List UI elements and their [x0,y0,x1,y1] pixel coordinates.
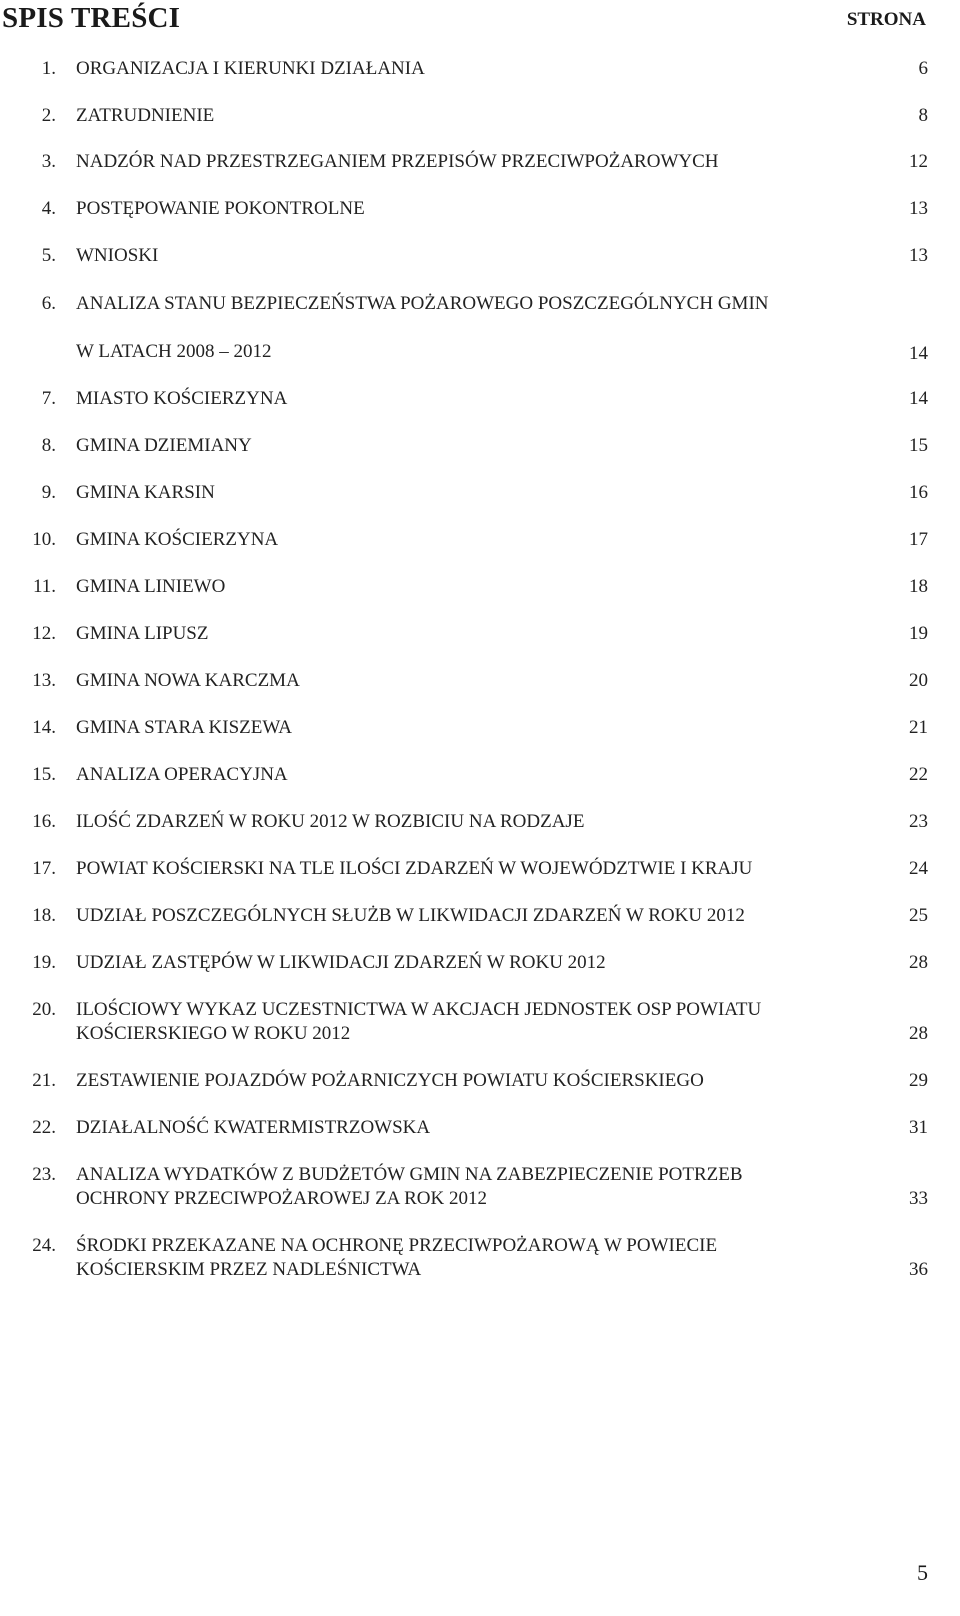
toc-entry-title: ANALIZA WYDATKÓW Z BUDŻETÓW GMIN NA ZABEZPIECZENIE POTRZEB [76,1164,743,1185]
toc-entry-page: 13 [909,245,928,266]
toc-entry-title-continuation: OCHRONY PRZECIWPOŻAROWEJ ZA ROK 2012 [76,1188,487,1209]
toc-entry-title: ORGANIZACJA I KIERUNKI DZIAŁANIA [76,58,425,79]
toc-entry-page: 8 [918,105,928,126]
toc-entry-page: 20 [909,670,928,691]
toc-entry-number: 18. [32,905,56,926]
toc-entry-number: 23. [32,1164,56,1185]
toc-entry-number: 12. [32,623,56,644]
toc-entry-number: 15. [32,764,56,785]
toc-entry-title: ILOŚCIOWY WYKAZ UCZESTNICTWA W AKCJACH JEDNOSTEK OSP POWIATU [76,999,762,1020]
toc-entry-page: 36 [909,1259,928,1280]
toc-entry-number: 22. [32,1117,56,1138]
toc-entry-title: UDZIAŁ POSZCZEGÓLNYCH SŁUŻB W LIKWIDACJI ZDARZEŃ W ROKU 2012 [76,905,745,926]
toc-entry-title: ZESTAWIENIE POJAZDÓW POŻARNICZYCH POWIATU KOŚCIERSKIEGO [76,1070,704,1091]
toc-entry-page: 23 [909,811,928,832]
toc-entry-page: 19 [909,623,928,644]
toc-entry-number: 6. [41,293,56,314]
toc-entry-title: ŚRODKI PRZEKAZANE NA OCHRONĘ PRZECIWPOŻAROWĄ W POWIECIE [76,1235,718,1256]
toc-entry-title: GMINA LINIEWO [76,576,226,597]
toc-entry-number: 17. [32,858,56,879]
toc-entry-page: 16 [909,482,928,503]
footer-page-number: 5 [917,1560,928,1585]
toc-entry-number: 9. [41,482,56,503]
toc-entry-page: 28 [909,952,928,973]
toc-entry-page: 22 [909,764,928,785]
document-title: SPIS TREŚCI [2,2,181,34]
toc-entry-page: 14 [909,388,928,409]
page-column-header: STRONA [846,9,926,30]
toc-entry-number: 20. [32,999,56,1020]
toc-entry-title-continuation: W LATACH 2008 – 2012 [76,341,272,362]
toc-entry-number: 21. [32,1070,56,1091]
toc-entry-page: 31 [909,1117,928,1138]
toc-entry-number: 2. [41,105,56,126]
toc-entry-page: 6 [918,58,928,79]
toc-entry-number: 24. [32,1235,56,1256]
toc-entry-title: WNIOSKI [76,245,159,266]
toc-entry-title: DZIAŁALNOŚĆ KWATERMISTRZOWSKA [76,1117,431,1138]
toc-entry-title-continuation: KOŚCIERSKIM PRZEZ NADLEŚNICTWA [76,1259,422,1280]
toc-entry-page: 17 [909,529,928,550]
toc-entry-title: GMINA STARA KISZEWA [76,717,292,738]
toc-entry-page: 28 [909,1023,928,1044]
toc-entry-title: NADZÓR NAD PRZESTRZEGANIEM PRZEPISÓW PRZECIWPOŻAROWYCH [76,151,719,172]
toc-entry-title: POSTĘPOWANIE POKONTROLNE [76,198,365,219]
toc-entry-number: 14. [32,717,56,738]
toc-entry-title: GMINA KOŚCIERZYNA [76,529,279,550]
toc-entry-number: 3. [41,151,56,172]
toc-entry-title: MIASTO KOŚCIERZYNA [76,388,288,409]
toc-entry-title: UDZIAŁ ZASTĘPÓW W LIKWIDACJI ZDARZEŃ W ROKU 2012 [76,952,606,973]
toc-entry-page: 24 [909,858,928,879]
toc-entry-page: 33 [909,1188,928,1209]
toc-entry-page: 12 [909,151,928,172]
toc-entry-number: 1. [41,58,56,79]
toc-entry-number: 19. [32,952,56,973]
toc-entry-number: 11. [32,576,56,597]
toc-entry-page: 18 [909,576,928,597]
toc-entry-title-continuation: KOŚCIERSKIEGO W ROKU 2012 [76,1023,351,1044]
toc-entry-title: GMINA KARSIN [76,482,215,503]
toc-entry-number: 4. [41,198,56,219]
toc-entry-title: POWIAT KOŚCIERSKI NA TLE ILOŚCI ZDARZEŃ W WOJEWÓDZTWIE I KRAJU [76,858,753,879]
toc-entry-page: 29 [909,1070,928,1091]
toc-entry-title: GMINA LIPUSZ [76,623,209,644]
toc-entry-page: 14 [909,343,928,364]
toc-entry-number: 8. [41,435,56,456]
toc-entry-title: GMINA DZIEMIANY [76,435,252,456]
toc-entry-number: 13. [32,670,56,691]
toc-entry-number: 10. [32,529,56,550]
toc-entry-number: 7. [41,388,56,409]
toc-entry-page: 21 [909,717,928,738]
toc-entry-page: 25 [909,905,928,926]
toc-entry-title: ANALIZA STANU BEZPIECZEŃSTWA POŻAROWEGO POSZCZEGÓLNYCH GMIN [76,293,769,314]
toc-entry-title: GMINA NOWA KARCZMA [76,670,300,691]
toc-entry-number: 16. [32,811,56,832]
toc-entry-page: 13 [909,198,928,219]
toc-entry-title: ILOŚĆ ZDARZEŃ W ROKU 2012 W ROZBICIU NA RODZAJE [76,811,585,832]
toc-entry-number: 5. [41,245,56,266]
toc-entry-title: ANALIZA OPERACYJNA [76,764,288,785]
toc-entry-title: ZATRUDNIENIE [76,105,215,126]
toc-entry-page: 15 [909,435,928,456]
